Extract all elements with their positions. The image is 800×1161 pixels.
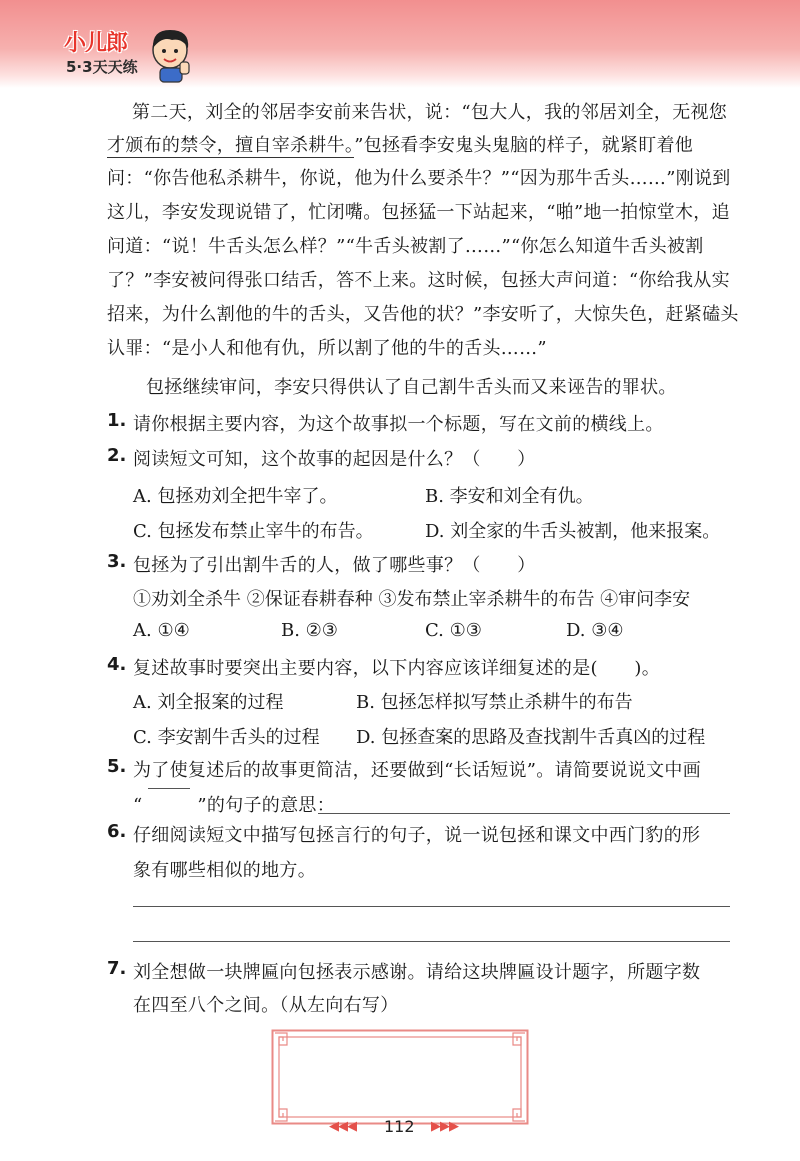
q5-underline-sample xyxy=(148,788,190,789)
q6-answer-line-1[interactable] xyxy=(133,906,730,907)
q6-answer-line-2[interactable] xyxy=(133,941,730,942)
q2-number: 2. xyxy=(107,445,127,466)
passage-line-2: 才颁布的禁令，擅自宰杀耕牛。”包拯看李安鬼头鬼脑的样子，就紧盯着他 xyxy=(107,135,694,156)
q2-text: 阅读短文可知，这个故事的起因是什么？（ ） xyxy=(133,449,536,470)
q4-text: 复述故事时要突出主要内容，以下内容应该详细复述的是( )。 xyxy=(133,658,661,679)
q2-option-b[interactable]: B. 李安和刘全有仇。 xyxy=(425,486,594,507)
q7-line-1: 刘全想做一块牌匾向包拯表示感谢。请给这块牌匾设计题字，所题字数 xyxy=(133,962,701,983)
q4-number: 4. xyxy=(107,654,127,675)
q6-number: 6. xyxy=(107,821,127,842)
q5-line-1: 为了使复述后的故事更简洁，还要做到“长话短说”。请简要说说文中画 xyxy=(133,760,702,781)
passage-line-7: 招来，为什么割他的牛的舌头，又告他的状？”李安听了，大惊失色，赶紧磕头 xyxy=(107,304,739,325)
q3-option-a[interactable]: A. ①④ xyxy=(133,620,190,641)
q7-line-2: 在四至八个之间。（从左向右写） xyxy=(133,995,399,1016)
q7-number: 7. xyxy=(107,958,127,979)
prev-arrows-icon: ◀◀◀ xyxy=(329,1119,356,1134)
q5-number: 5. xyxy=(107,756,127,777)
q3-option-b[interactable]: B. ②③ xyxy=(281,620,338,641)
q3-option-d[interactable]: D. ③④ xyxy=(566,620,624,641)
q5-answer-line[interactable] xyxy=(318,813,730,814)
passage-line-6: 了？”李安被问得张口结舌，答不上来。这时候，包拯大声问道：“你给我从实 xyxy=(107,270,730,291)
q2-option-c[interactable]: C. 包拯发布禁止宰牛的布告。 xyxy=(133,521,374,542)
q6-line-1: 仔细阅读短文中描写包拯言行的句子，说一说包拯和课文中西门豹的形 xyxy=(133,825,701,846)
q1-number: 1. xyxy=(107,410,127,431)
q1-text: 请你根据主要内容，为这个故事拟一个标题，写在文前的横线上。 xyxy=(133,414,664,435)
q4-option-a[interactable]: A. 刘全报案的过程 xyxy=(133,692,284,713)
plaque-answer-box[interactable] xyxy=(271,1029,529,1125)
q4-option-c[interactable]: C. 李安割牛舌头的过程 xyxy=(133,727,320,748)
q4-option-d[interactable]: D. 包拯查案的思路及查找割牛舌真凶的过程 xyxy=(356,727,706,748)
underlined-sentence: 才颁布的禁令，擅自宰杀耕牛。 xyxy=(107,135,355,156)
q2-option-d[interactable]: D. 刘全家的牛舌头被割，他来报案。 xyxy=(425,521,721,542)
brand-name: 小儿郎 xyxy=(64,31,128,56)
passage-line-3: 问：“你告他私杀耕牛，你说，他为什么要杀牛？”“因为那牛舌头……”刚说到 xyxy=(107,168,731,189)
passage-line-4: 这儿，李安发现说错了，忙闭嘴。包拯猛一下站起来，“啪”地一拍惊堂木，追 xyxy=(107,202,730,223)
passage-line-1: 第二天，刘全的邻居李安前来告状，说：“包大人，我的邻居刘全，无视您 xyxy=(132,102,728,123)
page-footer xyxy=(0,1117,800,1141)
q3-number: 3. xyxy=(107,551,127,572)
passage-line-8: 认罪：“是小人和他有仇，所以割了他的牛的舌头……” xyxy=(107,338,547,359)
q2-option-a[interactable]: A. 包拯劝刘全把牛宰了。 xyxy=(133,486,338,507)
page-number: 112 xyxy=(384,1117,415,1136)
q3-text: 包拯为了引出割牛舌的人，做了哪些事？（ ） xyxy=(133,555,536,576)
q6-line-2: 象有哪些相似的地方。 xyxy=(133,860,316,881)
next-arrows-icon: ▶▶▶ xyxy=(431,1119,458,1134)
passage-line-5: 问道：“说！牛舌头怎么样？”“牛舌头被割了……”“你怎么知道牛舌头被割 xyxy=(107,236,704,257)
q5-line-2: “ ”的句子的意思： xyxy=(133,795,336,816)
boy-thumbs-up-icon xyxy=(146,26,196,84)
q3-items: ①劝刘全杀牛 ②保证春耕春种 ③发布禁止宰杀耕牛的布告 ④审问李安 xyxy=(133,589,691,610)
q3-option-c[interactable]: C. ①③ xyxy=(425,620,482,641)
passage-paragraph-2: 包拯继续审问，李安只得供认了自己割牛舌头而又来诬告的罪状。 xyxy=(146,377,677,398)
series-name: 5·3天天练 xyxy=(66,58,138,76)
q4-option-b[interactable]: B. 包拯怎样拟写禁止杀耕牛的布告 xyxy=(356,692,633,713)
